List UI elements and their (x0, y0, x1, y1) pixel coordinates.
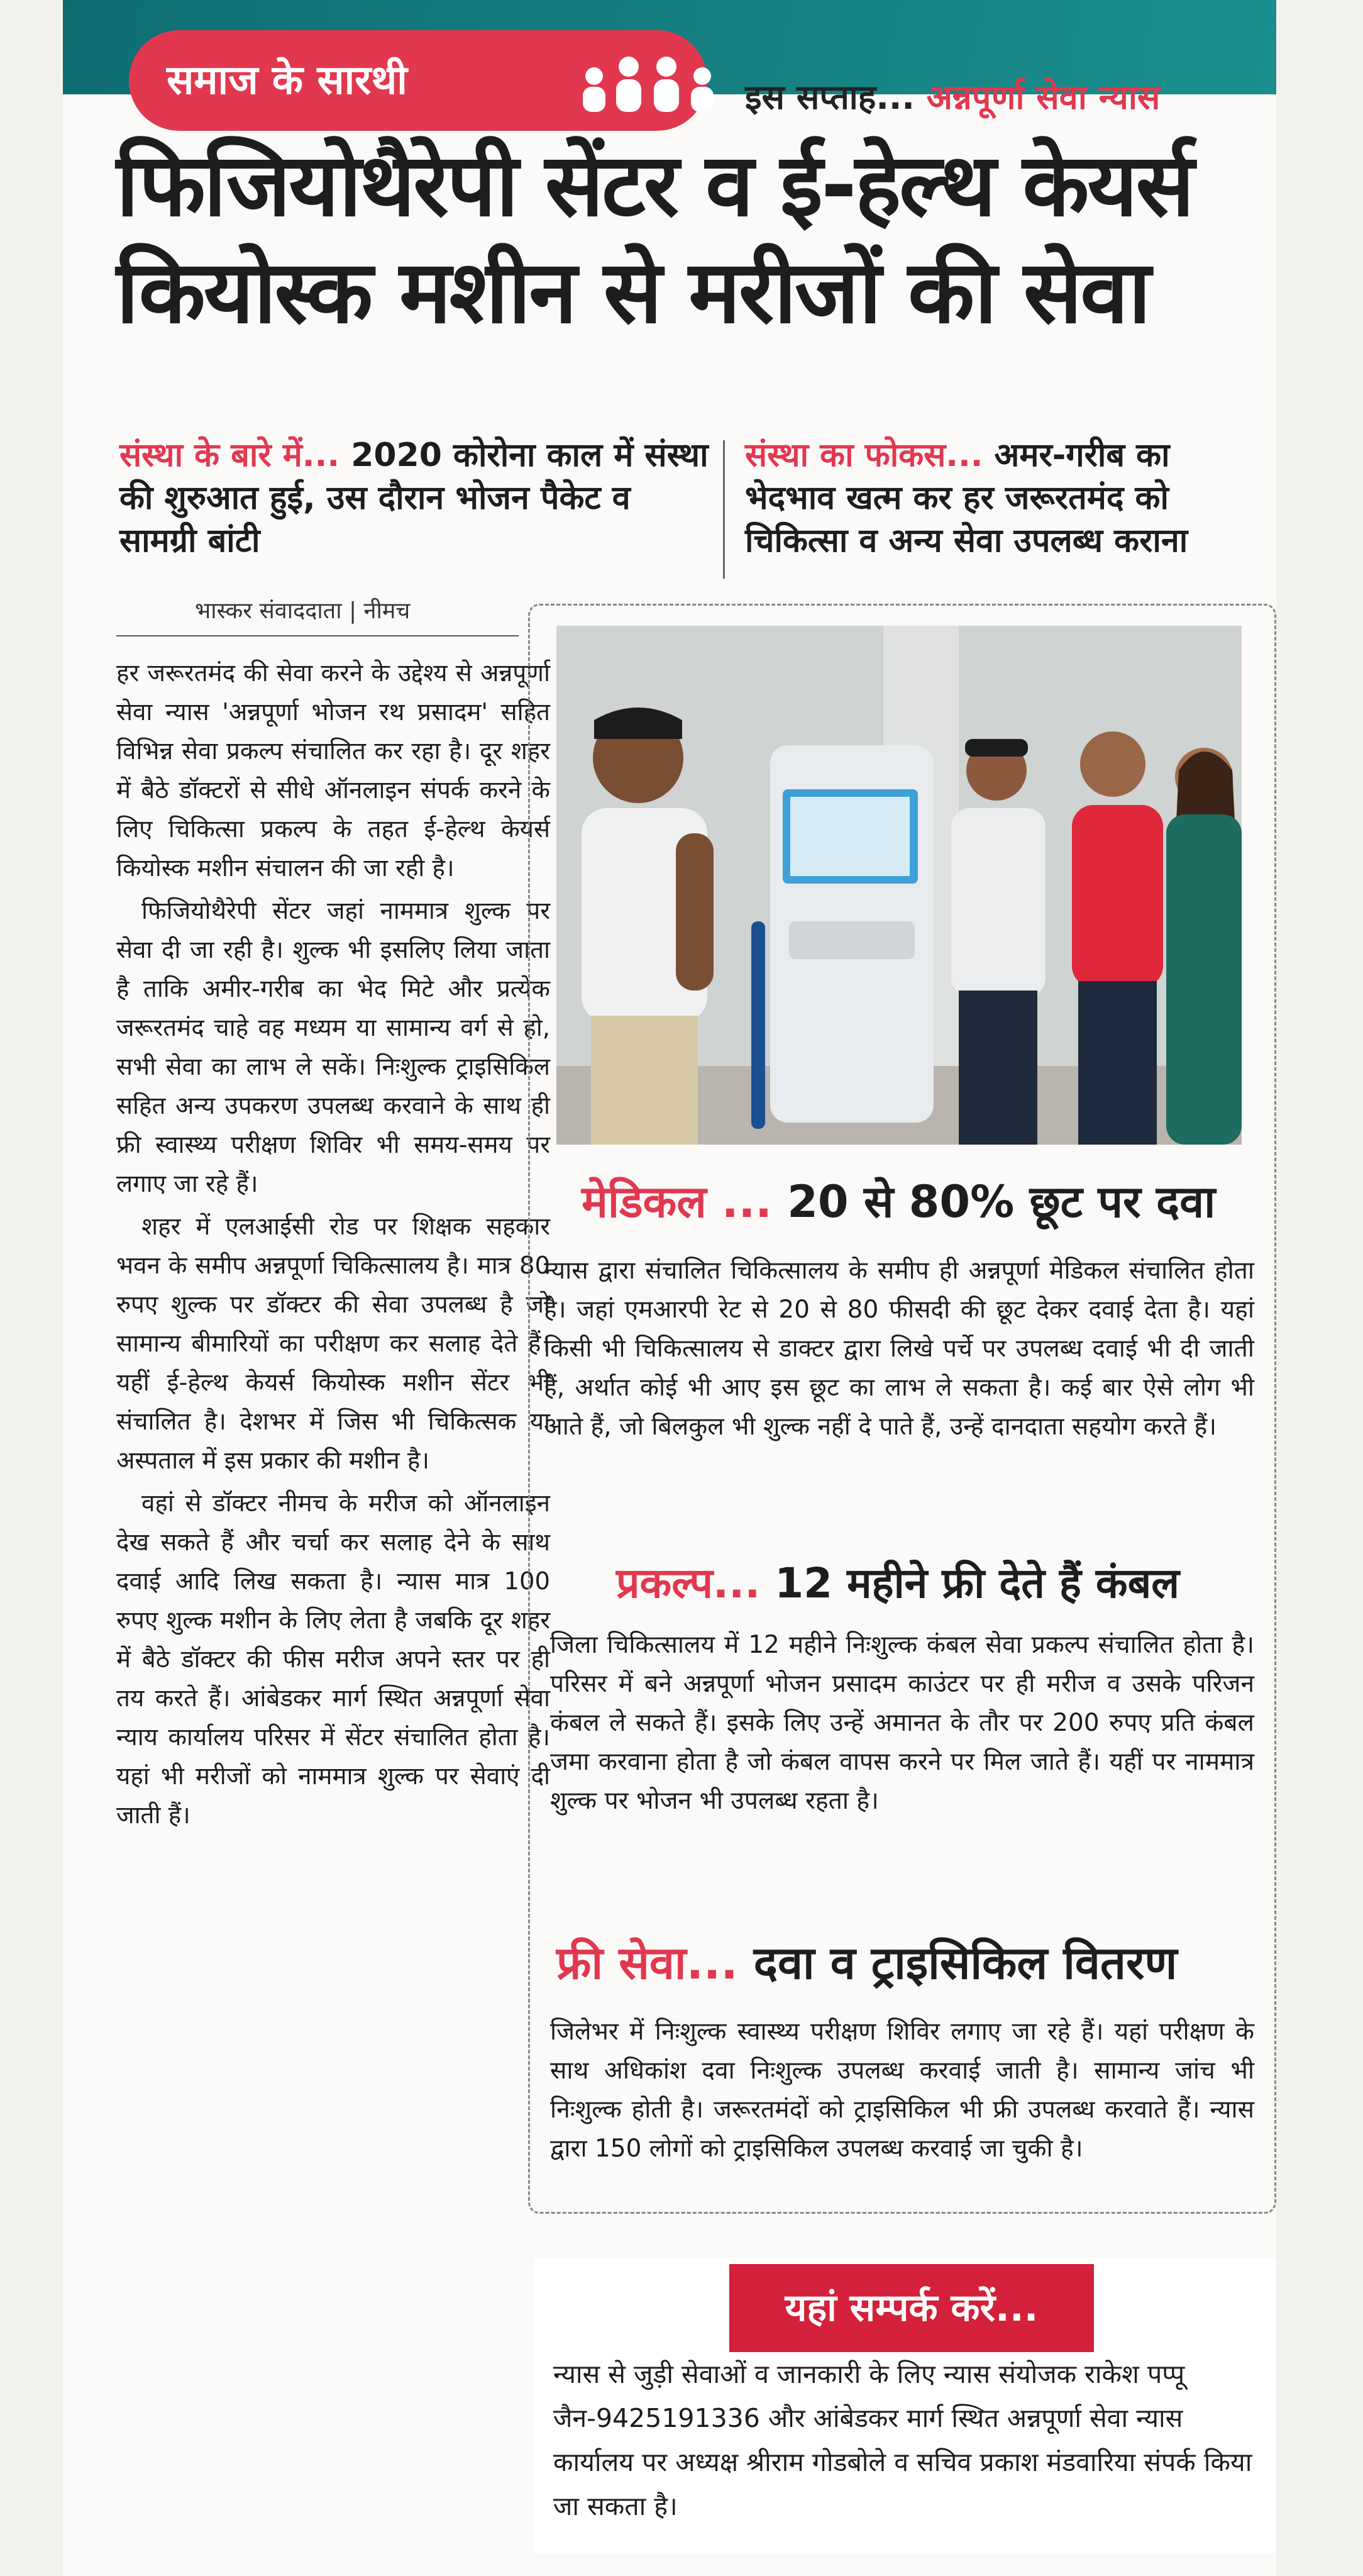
byline: भास्कर संवाददाता | नीमच (195, 598, 411, 624)
contact-badge: यहां सम्पर्क करें... (729, 2264, 1094, 2352)
byline-rule (116, 635, 519, 636)
newspaper-page (63, 0, 1276, 2576)
group-photo (556, 626, 1242, 1145)
free-service-body: जिलेभर में निःशुल्क स्वास्थ्य परीक्षण शिविर लगाए जा रहे हैं। यहां परीक्षण के साथ अधिकांश दवा निःशुल्क उपलब्ध करवाई जाती है। सामान्य जांच भी निःशुल्क होती है। जरूरतमंदों को ट्राइसिकिल भी फ्री उपलब्ध करवाते हैं। न्यास द्वारा 150 लोगों को ट्राइसिकिल उपलब्ध करवाई जा चुकी है। (550, 2018, 1254, 2163)
section-badge: समाज के सारथी (129, 30, 707, 131)
paragraph: वहां से डॉक्टर नीमच के मरीज को ऑनलाइन देख सकते हैं और चर्चा कर सलाह देने के साथ दवाई आदि लिख सकता है। न्यास मात्र 100 रुपए शुल्क मशीन के लिए लेता है जबकि दूर शहर में बैठे डॉक्टर की फीस मरीज अपने स्तर पर ही तय करते हैं। आंबेडकर मार्ग स्थित अन्नपूर्णा सेवा न्याय कार्यालय परिसर में सेंटर संचालित होता है। यहां भी मरीजों को नाममात्र शुल्क पर सेवाएं दी जाती हैं। (116, 1489, 550, 1829)
focus-subhead: संस्था का फोकस... अमर-गरीब का भेदभाव खत्म कर हर जरूरतमंद को चिकित्सा व अन्य सेवा उपलब्ध कराना (745, 436, 1188, 560)
paragraph: शहर में एलआईसी रोड पर शिक्षक सहकार भवन के समीप अन्नपूर्णा चिकित्सालय है। मात्र 80 रुपए शुल्क पर डॉक्टर की सेवा उपलब्ध है जो सामान्य बीमारियों का परीक्षण कर सलाह देते हैं। यहीं ई-हेल्थ केयर्स कियोस्क मशीन सेंटर भी संचालित है। देशभर में जिस भी चिकित्सक या अस्पताल में इस प्रकार की मशीन है। (116, 1213, 550, 1475)
left-column-article (116, 654, 550, 1839)
about-subhead: संस्था के बारे में... 2020 कोरोना काल में संस्था की शुरुआत हुई, उस दौरान भोजन पैकेट व सामग्री बांटी (119, 436, 709, 560)
contact-body: न्यास से जुड़ी सेवाओं व जानकारी के लिए न्यास संयोजक राकेश पप्पू जैन-9425191336 और आंबेडकर मार्ग स्थित अन्नपूर्णा सेवा न्यास कार्यालय पर अध्यक्ष श्रीराम गोडबोले व सचिव प्रकाश मंडवारिया संपर्क किया जा सकता है। (553, 2359, 1252, 2521)
medical-heading: मेडिकल ... 20 से 80% छूट पर दवा (582, 1176, 1216, 1228)
people-group-icon (569, 48, 732, 117)
week-line: इस सप्ताह... अन्नपूर्णा सेवा न्यास (745, 77, 1161, 117)
paragraph: हर जरूरतमंद की सेवा करने के उद्देश्य से अन्नपूर्णा सेवा न्यास 'अन्नपूर्णा भोजन रथ प्रसादम' सहित विभिन्न सेवा प्रकल्प संचालित कर रहा है। दूर शहर में बैठे डॉक्टरों से सीधे ऑनलाइन संपर्क करने के लिए चिकित्सा प्रकल्प के तहत ई-हेल्थ केयर्स कियोस्क मशीन संचालन की जा रही है। (116, 659, 550, 882)
column-divider (723, 440, 725, 579)
project-body: जिला चिकित्सालय में 12 महीने निःशुल्क कंबल सेवा प्रकल्प संचालित होता है। परिसर में बने अन्नपूर्णा भोजन प्रसादम काउंटर पर ही मरीज व उसके परिजन कंबल ले सकते हैं। इसके लिए उन्हें अमानत के तौर पर 200 रुपए प्रति कंबल जमा करवाना होता है जो कंबल वापस करने पर मिल जाते हैं। यहीं पर नाममात्र शुल्क पर भोजन भी उपलब्ध रहता है। (550, 1631, 1254, 1815)
project-heading: प्रकल्प... 12 महीने फ्री देते हैं कंबल (616, 1559, 1180, 1607)
medical-body: न्यास द्वारा संचालित चिकित्सालय के समीप ही अन्नपूर्णा मेडिकल संचालित होता है। जहां एमआरपी रेट से 20 से 80 फीसदी की छूट देकर दवाई देता है। यहां किसी भी चिकित्सालय से डाक्टर द्वारा लिखे पर्चे पर उपलब्ध दवाई भी दी जाती हैं, अर्थात कोई भी आए इस छूट का लाभ ले सकता है। कई बार ऐसे लोग भी आते हैं, जो बिलकुल भी शुल्क नहीं दे पाते हैं, उन्हें दानदाता सहयोग करते हैं। (544, 1257, 1254, 1441)
paragraph: फिजियोथैरेपी सेंटर जहां नाममात्र शुल्क पर सेवा दी जा रही है। शुल्क भी इसलिए लिया जाता है ताकि अमीर-गरीब का भेद मिटे और प्रत्येक जरूरतमंद चाहे वह मध्यम या सामान्य वर्ग से हो, सभी सेवा का लाभ ले सकें। निःशुल्क ट्राइसिकिल सहित अन्य उपकरण उपलब्ध करवाने के साथ ही फ्री स्वास्थ्य परीक्षण शिविर भी समय-समय पर लगाए जा रहे हैं। (116, 897, 550, 1198)
free-service-heading: फ्री सेवा... दवा व ट्राइसिकिल वितरण (556, 1936, 1178, 1989)
photo-illustration (556, 626, 1242, 1145)
main-headline: फिजियोथैरेपी सेंटर व ई-हेल्थ केयर्स कियोस्क मशीन से मरीजों की सेवा (116, 135, 1193, 343)
